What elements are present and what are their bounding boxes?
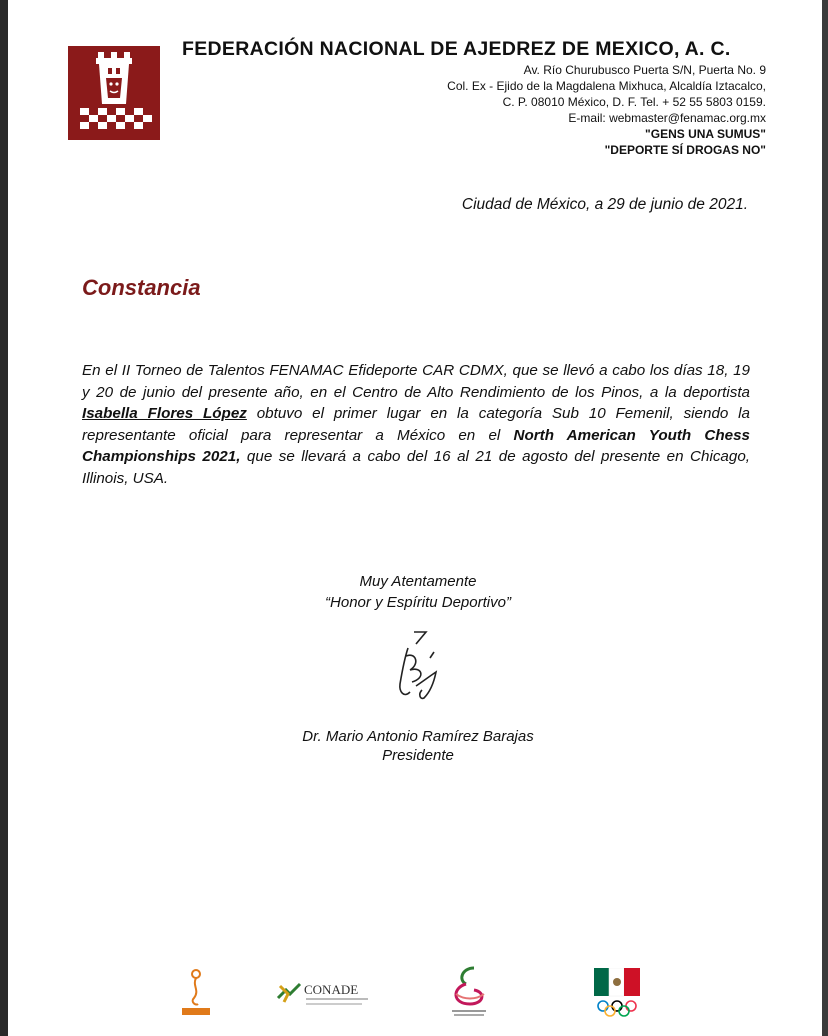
body-part-2: obtuvo el primer lugar en la categoría Sub 10 Femenil, siendo la representante oficial para representar a México en el — [82, 405, 750, 444]
signer-name: Dr. Mario Antonio Ramírez Barajas — [302, 728, 534, 745]
conade-icon — [276, 980, 302, 1006]
athlete-name: Isabella Flores López — [82, 405, 247, 422]
address-line-3: C. P. 08010 México, D. F. Tel. + 52 55 5803 0159. — [502, 95, 766, 109]
handwritten-signature — [372, 626, 452, 706]
motto-1: "GENS UNA SUMUS" — [645, 127, 766, 141]
scan-edge-right — [822, 0, 828, 1036]
event-name: North American Youth Chess Championships 2021, — [82, 426, 750, 465]
certificate-body — [82, 360, 750, 489]
conade-subtitle-line — [306, 998, 368, 1000]
body-part-1: En el II Torneo de Talentos FENAMAC Efideporte CAR CDMX, que se llevó a cabo los días 18, 19 y 20 de junio del presente año, en el Centro de Alto Rendimiento de los Pinos, a la deportista — [82, 362, 750, 401]
address-line-1: Av. Río Churubusco Puerta S/N, Puerta No. 9 — [523, 63, 766, 77]
closing-salutation: Muy Atentamente — [359, 573, 477, 590]
fenamac-logo-icon — [68, 46, 160, 140]
conade-subtitle-line-2 — [306, 1003, 362, 1005]
organization-name: FEDERACIÓN NACIONAL DE AJEDREZ DE MEXICO, A. C. — [182, 38, 731, 60]
body-part-3: que se llevará a cabo del 16 al 21 de agosto del presente en Chicago, Illinois, USA. — [82, 448, 750, 487]
closing-motto: “Honor y Espíritu Deportivo” — [325, 594, 511, 611]
signer-title: Presidente — [382, 747, 454, 764]
document-title: Constancia — [82, 275, 201, 300]
codeme-logo-icon — [444, 964, 494, 1022]
email-line: E-mail: webmaster@fenamac.org.mx — [568, 111, 766, 125]
conade-label: CONADE — [304, 982, 359, 997]
address-line-2: Col. Ex - Ejido de la Magdalena Mixhuca, Alcaldía Iztacalco, — [447, 79, 766, 93]
motto-2: "DEPORTE SÍ DROGAS NO" — [604, 143, 766, 157]
efideporte-logo-icon — [178, 966, 214, 1018]
date-line: Ciudad de México, a 29 de junio de 2021. — [461, 196, 748, 213]
mexican-olympic-committee-logo-icon — [592, 968, 642, 1018]
scan-edge-left — [0, 0, 8, 1036]
